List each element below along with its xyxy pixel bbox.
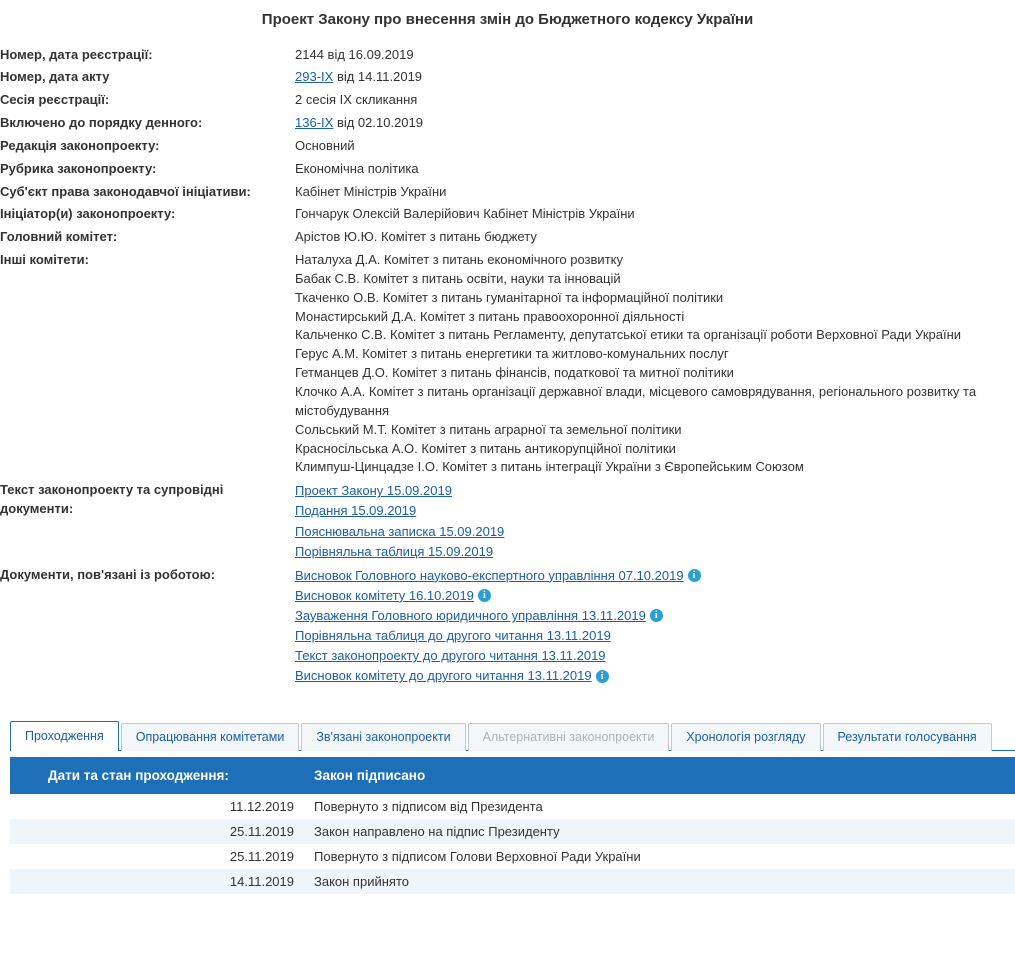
value-initiators: Гончарук Олексій Валерійович Кабінет Міністрів України xyxy=(295,206,635,222)
passage-table-head xyxy=(10,757,1015,794)
document-link-row xyxy=(295,646,1015,666)
cell-status: Закон направлено на підпис Президенту xyxy=(314,823,560,839)
info-row-initiators xyxy=(0,203,1015,226)
document-link-row xyxy=(295,542,1015,562)
agenda-number-link[interactable]: 136-IX xyxy=(295,115,334,131)
document-link[interactable]: Проект Закону 15.09.2019 xyxy=(295,483,452,499)
cell-date: 25.11.2019 xyxy=(229,848,294,864)
table-row xyxy=(10,844,1015,869)
committee-item: Бабак С.В. Комітет з питань освіти, науки та інновацій xyxy=(295,270,621,286)
bill-info-table xyxy=(0,44,1015,689)
label-text-docs: Текст законопроекту та супровідні документи: xyxy=(0,482,224,517)
document-link[interactable]: Подання 15.09.2019 xyxy=(295,503,417,519)
label-rubric: Рубрика законопроекту: xyxy=(0,160,157,176)
label-related-docs: Документи, пов'язані із роботою: xyxy=(0,566,216,582)
table-row xyxy=(10,869,1015,894)
document-link[interactable]: Висновок Головного науково-експертного управління 07.10.2019 xyxy=(295,567,684,583)
value-rubric: Економічна політика xyxy=(295,160,419,176)
document-link-row xyxy=(295,481,1015,501)
value-edition: Основний xyxy=(295,137,355,153)
info-row-related-docs xyxy=(0,564,1015,689)
value-main-committee: Арістов Ю.Ю. Комітет з питань бюджету xyxy=(295,229,537,245)
label-agenda: Включено до порядку денного: xyxy=(0,115,203,131)
agenda-date-text: від 02.10.2019 xyxy=(336,115,423,131)
tab-5[interactable]: Хронологія розгляду xyxy=(671,723,820,751)
document-link[interactable]: Зауваження Головного юридичного управління 13.11.2019 xyxy=(295,608,646,624)
value-session: 2 сесія IX скликання xyxy=(295,92,418,108)
document-link-row xyxy=(295,586,1015,606)
cell-date: 25.11.2019 xyxy=(229,823,294,839)
label-act: Номер, дата акту xyxy=(0,69,110,85)
label-registration: Номер, дата реєстрації: xyxy=(0,46,153,62)
info-row-act xyxy=(0,66,1015,89)
info-icon[interactable]: i xyxy=(596,670,609,683)
label-main-committee: Головний комітет: xyxy=(0,229,118,245)
document-link[interactable]: Висновок комітету 16.10.2019 xyxy=(295,587,474,603)
tab-3[interactable]: Зв'язані законопроекти xyxy=(301,723,465,751)
info-row-registration xyxy=(0,44,1015,67)
committee-item: Герус А.М. Комітет з питань енергетики та житлово-комунальних послуг xyxy=(295,346,729,362)
document-link-row xyxy=(295,626,1015,646)
label-edition: Редакція законопроекту: xyxy=(0,137,160,153)
document-link[interactable]: Порівняльна таблиця 15.09.2019 xyxy=(295,543,494,559)
label-other-committees: Інші комітети: xyxy=(0,252,89,268)
tabs-container xyxy=(0,719,1015,751)
tab-bar xyxy=(10,719,1015,751)
document-link-row xyxy=(295,501,1015,521)
tab-2[interactable]: Опрацювання комітетами xyxy=(121,723,300,751)
tab-6[interactable]: Результати голосування xyxy=(823,723,992,751)
committee-item: Ткаченко О.В. Комітет з питань гуманітарної та інформаційної політики xyxy=(295,289,724,305)
info-row-main-committee xyxy=(0,226,1015,249)
info-row-agenda xyxy=(0,112,1015,135)
cell-status: Закон прийнято xyxy=(314,873,409,889)
value-registration: 2144 від 16.09.2019 xyxy=(295,46,414,62)
committee-item: Красносільська А.О. Комітет з питань антикорупційної політики xyxy=(295,440,676,456)
passage-status-table xyxy=(10,757,1015,894)
table-row xyxy=(10,794,1015,819)
tab-4: Альтернативні законопроекти xyxy=(468,723,670,751)
committee-item: Сольський М.Т. Комітет з питань аграрної та земельної політики xyxy=(295,421,682,437)
document-link[interactable]: Текст законопроекту до другого читання 13.11.2019 xyxy=(295,648,606,664)
value-related-docs xyxy=(295,564,1015,689)
document-link-row xyxy=(295,606,1015,626)
label-subject: Суб'єкт права законодавчої ініціативи: xyxy=(0,183,251,199)
info-row-rubric xyxy=(0,158,1015,181)
document-link[interactable]: Висновок комітету до другого читання 13.11.2019 xyxy=(295,668,592,684)
committee-item: Монастирський Д.А. Комітет з питань правоохоронної діяльності xyxy=(295,308,685,324)
info-row-text-docs xyxy=(0,479,1015,564)
act-date-text: від 14.11.2019 xyxy=(336,69,423,85)
other-committees-list xyxy=(295,251,1015,477)
info-row-edition xyxy=(0,135,1015,158)
passage-table-header-row xyxy=(10,757,1015,794)
document-link-row xyxy=(295,666,1015,686)
committee-item: Климпуш-Цинцадзе І.О. Комітет з питань інтеграції України з Європейським Союзом xyxy=(295,459,804,475)
committee-item: Наталуха Д.А. Комітет з питань економічного розвитку xyxy=(295,252,623,268)
page-title: Проект Закону про внесення змін до Бюджетного кодексу України xyxy=(261,11,754,28)
related-documents-list xyxy=(295,566,1015,687)
label-session: Сесія реєстрації: xyxy=(0,92,110,108)
info-row-other-committees xyxy=(0,249,1015,479)
info-icon[interactable]: i xyxy=(478,589,491,602)
value-text-docs xyxy=(295,479,1015,564)
committee-item: Гетманцев Д.О. Комітет з питань фінансів, податкової та митної політики xyxy=(295,365,734,381)
committee-item: Кальченко С.В. Комітет з питань Регламенту, депутатської етики та організації роботи Верховної Ради України xyxy=(295,327,962,343)
info-row-subject xyxy=(0,181,1015,204)
info-icon[interactable]: i xyxy=(688,569,701,582)
act-number-link[interactable]: 293-IX xyxy=(295,69,334,85)
document-link[interactable]: Порівняльна таблиця до другого читання 13.11.2019 xyxy=(295,628,611,644)
cell-status: Повернуто з підписом Голови Верховної Ради України xyxy=(314,848,641,864)
header-dates: Дати та стан проходження: xyxy=(10,757,306,794)
info-icon[interactable]: i xyxy=(650,609,663,622)
value-act xyxy=(295,66,1015,89)
value-other-committees xyxy=(295,249,1015,479)
committee-item: Клочко А.А. Комітет з питань організації державної влади, місцевого самоврядування, регіонального розвитку та містобудування xyxy=(295,384,977,418)
passage-table-body xyxy=(10,794,1015,894)
tab-1[interactable]: Проходження xyxy=(10,721,119,751)
cell-status: Повернуто з підписом від Президента xyxy=(314,798,543,814)
value-subject: Кабінет Міністрів України xyxy=(295,183,447,199)
cell-date: 14.11.2019 xyxy=(229,873,294,889)
document-link[interactable]: Пояснювальна записка 15.09.2019 xyxy=(295,523,505,539)
info-row-session xyxy=(0,89,1015,112)
header-status: Закон підписано xyxy=(306,757,1015,794)
document-link-row xyxy=(295,522,1015,542)
document-link-row xyxy=(295,566,1015,586)
label-initiators: Ініціатор(и) законопроекту: xyxy=(0,206,176,222)
value-agenda xyxy=(295,112,1015,135)
text-documents-list xyxy=(295,481,1015,562)
cell-date: 11.12.2019 xyxy=(229,798,294,814)
table-row xyxy=(10,819,1015,844)
